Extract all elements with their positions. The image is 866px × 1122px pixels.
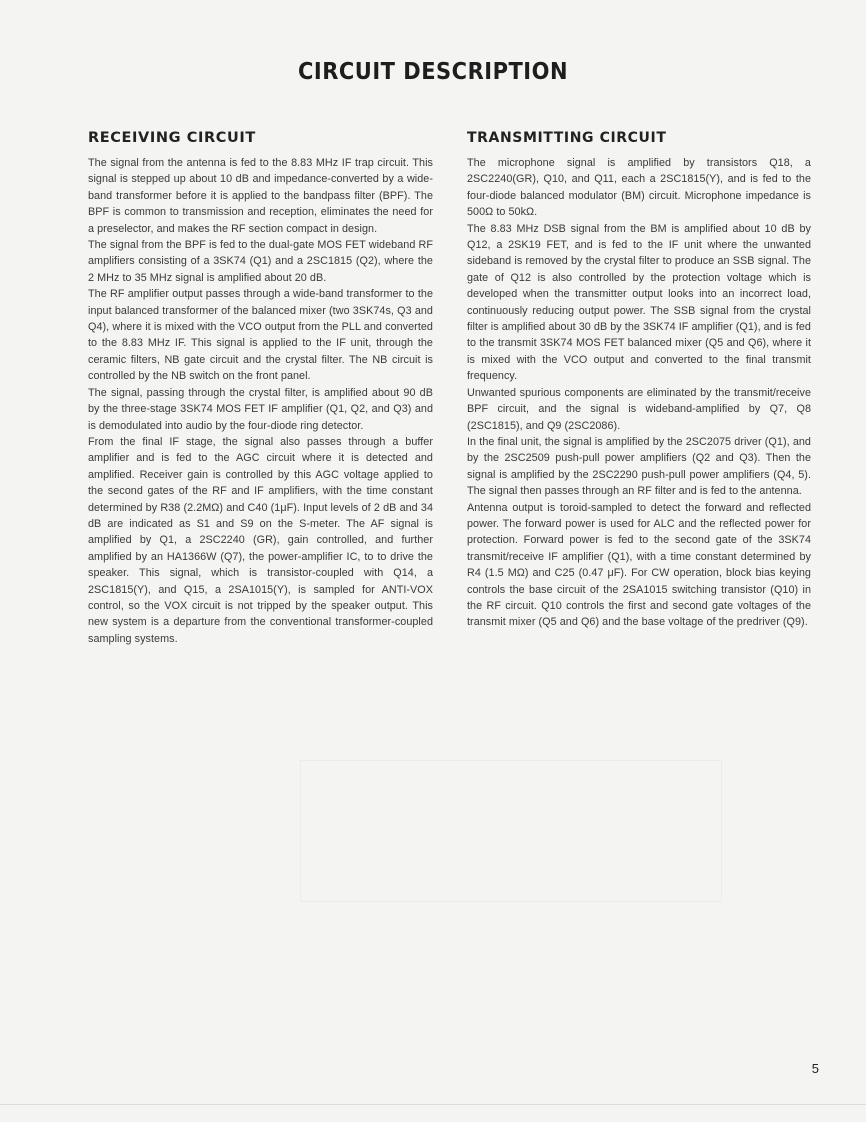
transmitting-paragraph: Antenna output is toroid-sampled to detect the forward and reflected power. The forward power is used for ALC and the reflected power for protection. Forward power is fed to the second gate of the 3SK74 transmit/receive IF amplifier (Q1), with a time constant determined by R4 (1.5 MΩ) and C25 (0.47 μF). For CW operation, block bias keying controls the base circuit of the 2SA1015 switching transistor (Q10) in the RF circuit. Q10 controls the first and second gate voltages of the transmit mixer (Q5 and Q6) and the base voltage of the predriver (Q9). xyxy=(467,501,811,629)
receiving-paragraph: From the final IF stage, the signal also passes through a buffer amplifier and is fed to the AGC circuit where it is detected and amplified. Receiver gain is controlled by this AGC voltage applied to the second gates of the RF and IF amplifiers, with the time constant determined by R38 (2.2MΩ) and C40 (1μF). Input levels of 2 dB and 34 dB are indicated as S1 and S9 on the S-meter. The AF signal is amplified by Q1, a 2SC2240 (GR), gain controlled, and further amplified by an HA1366W (Q7), the power-amplifier IC, to to drive the speaker. This signal, which is transistor-coupled with Q14, a 2SC1815(Y), and Q15, a 2SA1015(Y), is sampled for ANTI-VOX control, so the VOX circuit is not tripped by the speaker output. This new system is a departure from the conventional transformer-coupled sampling systems. xyxy=(88,435,433,645)
receiving-paragraph: The signal from the BPF is fed to the dual-gate MOS FET wideband RF amplifiers consisting of a 3SK74 (Q1) and a 2SC1815 (Q2), where the 2 MHz to 35 MHz signal is amplified about 20 dB. xyxy=(88,239,433,284)
transmitting-circuit-section xyxy=(467,130,811,631)
receiving-paragraph: The signal from the antenna is fed to the 8.83 MHz IF trap circuit. This signal is stepped up about 10 dB and impedance-converted by a wide-band transformer before it is applied to the bandpass filter (BPF). The BPF is common to transmission and reception, eliminates the need for a preselector, and makes the RF section compact in design. xyxy=(88,157,433,235)
page-number: 5 xyxy=(811,1061,819,1076)
bottom-rule xyxy=(0,1104,866,1105)
receiving-paragraph: The signal, passing through the crystal filter, is amplified about 90 dB by the three-stage 3SK74 MOS FET IF amplifier (Q1, Q2, and Q3) and is demodulated into audio by the four-diode ring detector. xyxy=(88,386,433,432)
transmitting-paragraph: Unwanted spurious components are eliminated by the transmit/receive BPF circuit, and the signal is wideband-amplified by Q7, Q8 (2SC1815), and Q9 (2SC2086). xyxy=(467,386,811,432)
transmitting-paragraph: The microphone signal is amplified by transistors Q18, a 2SC2240(GR), Q10, and Q11, each a 2SC1815(Y), and is fed to the four-diode balanced modulator (BM) circuit. Microphone impedance is 500Ω to 50kΩ. xyxy=(467,157,811,219)
receiving-circuit-heading: RECEIVING CIRCUIT xyxy=(88,130,256,146)
transmitting-paragraph: The 8.83 MHz DSB signal from the BM is amplified about 10 dB by Q12, a 2SK19 FET, and is fed to the IF unit where the unwanted sideband is removed by the crystal filter to produce an SSB signal. The gate of Q12 is also controlled by the protection voltage which is developed when the transmitter output looks into an incorrect load, continuously reducing output power. The SSB signal from the crystal filter is amplified about 30 dB by the 3SK74 IF amplifier (Q1), and is fed to the transmit 3SK74 MOS FET balanced mixer (Q5 and Q6), where it is mixed with the VCO output and converted to the final transmit frequency. xyxy=(467,222,811,383)
receiving-circuit-section xyxy=(88,130,433,647)
transmitting-paragraph: In the final unit, the signal is amplified by the 2SC2075 driver (Q1), and by the 2SC2509 push-pull power amplifiers (Q2 and Q3). Then the signal is amplified by the 2SC2290 push-pull power amplifiers (Q4, 5). The signal then passes through an RF filter and is fed to the antenna. xyxy=(467,435,811,498)
page-title: CIRCUIT DESCRIPTION xyxy=(297,57,569,85)
receiving-paragraph: The RF amplifier output passes through a wide-band transformer to the input balanced transformer of the balanced mixer (two 3SK74s, Q3 and Q4), where it is mixed with the VCO output from the PLL and converted to the 8.83 MHz IF. This signal is applied to the IF unit, through the ceramic filters, NB gate circuit and the crystal filter. The NB circuit is controlled by the NB switch on the front panel. xyxy=(88,288,433,383)
bleed-through-diagram xyxy=(300,760,722,902)
transmitting-circuit-heading: TRANSMITTING CIRCUIT xyxy=(467,130,667,146)
